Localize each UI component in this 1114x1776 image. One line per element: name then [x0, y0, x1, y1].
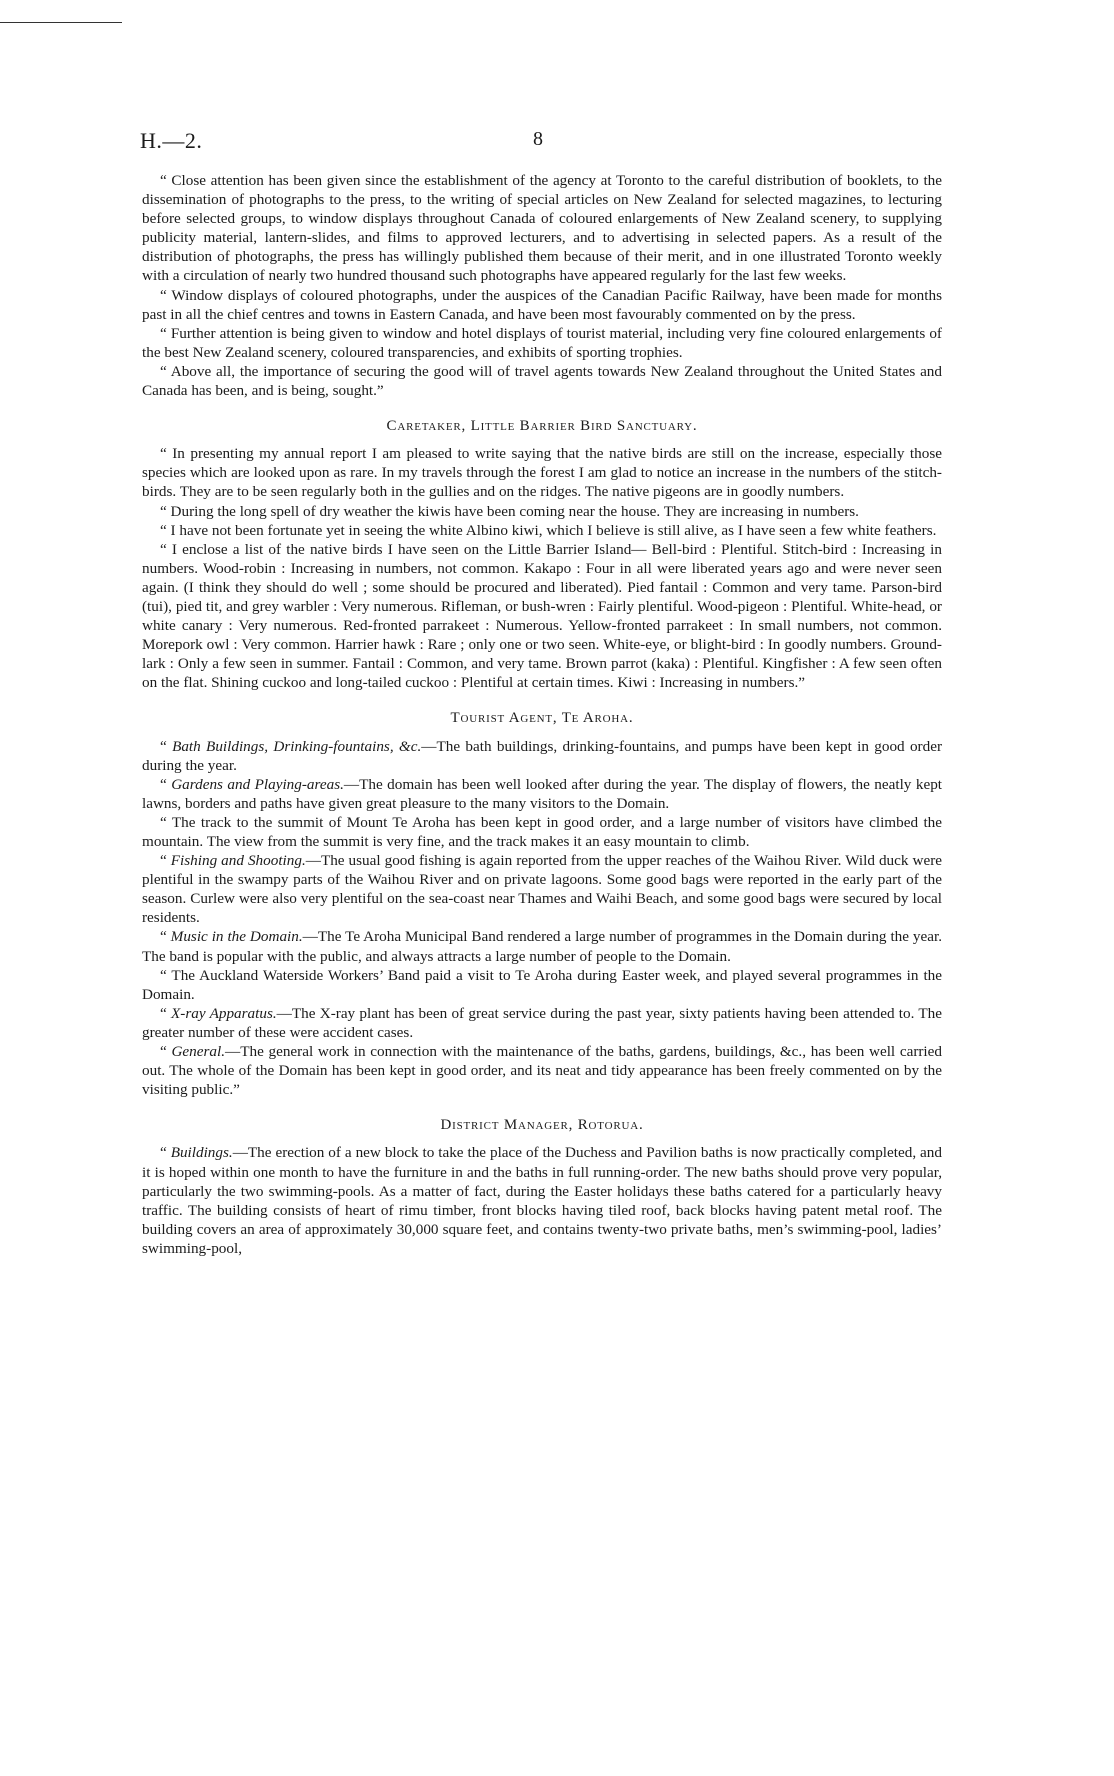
- paragraph-text: —The general work in connection with the maintenance of the baths, gardens, buildings, &c., has been well carried out. The whole of the Domain has been kept in good order, and its neat and tidy appearance has been freely commented on by the visiting public.”: [142, 1043, 942, 1099]
- paragraph-text: —The usual good fishing is again reported from the upper reaches of the Waihou River. Wild duck were plentiful in the swampy parts of the Waihou River and on private lagoons. Some good bags were reported in the early part of the season. Curlew were also very plentiful on the sea-coast near Thames and Waihi Beach, and some good bags were secured by local residents.: [142, 852, 942, 927]
- paragraph: “ X-ray Apparatus.—The X-ray plant has been of great service during the past year, sixty patients having been attended to. The greater number of these were accident cases.: [142, 1004, 943, 1041]
- paragraph: “ During the long spell of dry weather the kiwis have been coming near the house. They are increasing in numbers.: [160, 502, 859, 520]
- paragraph-lead: Fishing and Shooting.: [170, 852, 306, 870]
- paragraph: “ The Auckland Waterside Workers’ Band paid a visit to Te Aroha during Easter week, and played several programmes in the Domain.: [142, 966, 942, 1003]
- paragraph-lead: Buildings.: [170, 1144, 233, 1162]
- section-rotorua: [142, 1116, 942, 1258]
- paragraph-lead: Music in the Domain.: [170, 928, 303, 946]
- paragraph: “ Window displays of coloured photographs, under the auspices of the Canadian Pacific Railway, have been made for months past in all the chief centres and towns in Eastern Canada, and have been most favourably commented on by the press.: [142, 286, 942, 323]
- section-te-aroha: [142, 709, 942, 1099]
- paragraph: “ Above all, the importance of securing the good will of travel agents towards New Zealand throughout the United States and Canada has been, and is being, sought.”: [142, 362, 942, 400]
- paragraph: “ In presenting my annual report I am pleased to write saying that the native birds are still on the increase, especially those species which are looked upon as rare. In my travels through the forest I am glad to notice an increase in the numbers of the stitch-birds. They are to be seen regularly both in the gullies and on the ridges. The native pigeons are in goodly numbers.: [142, 445, 942, 501]
- paragraph: “ The track to the summit of Mount Te Aroha has been kept in good order, and a large number of visitors have climbed the mountain. The view from the summit is very fine, and the track makes it an easy mountain to climb.: [142, 813, 942, 850]
- paragraph-text: —The bath buildings, drinking-fountains, and pumps have been kept in good order during the year.: [142, 737, 942, 774]
- paragraph: “ I have not been fortunate yet in seeing the white Albino kiwi, which I believe is still alive, as I have seen a few white feathers.: [160, 521, 937, 539]
- paragraph-text: —The Te Aroha Municipal Band rendered a large number of programmes in the Domain during the year. The band is popular with the public, and always attracts a large number of people to the Domain.: [142, 928, 943, 965]
- paragraph: “ Music in the Domain.—The Te Aroha Municipal Band rendered a large number of programmes in the Domain during the year. The band is popular with the public, and always attracts a large number of people to the Domain.: [142, 928, 943, 965]
- document-reference: H.—2.: [140, 128, 203, 153]
- section-heading: District Manager, Rotorua.: [440, 1117, 644, 1134]
- page-number: 8: [533, 128, 543, 150]
- paragraph: “ General.—The general work in connection with the maintenance of the baths, gardens, buildings, &c., has been well carried out. The whole of the Domain has been kept in good order, and its neat and tidy appearance has been freely commented on by the visiting public.”: [142, 1043, 942, 1099]
- paragraph: “ Close attention has been given since the establishment of the agency at Toronto to the careful distribution of booklets, to the dissemination of photographs to the press, to the writing of special articles on New Zealand for selected magazines, to lecturing before selected groups, to window displays throughout Canada of coloured enlargements of New Zealand scenery, to supplying publicity material, lantern-slides, and films to approved lecturers, and to advertising in selected papers. As a result of the distribution of photographs, the press has willingly published them because of their merit, and in one illustrated Toronto weekly with a circulation of nearly two hundred thousand such photographs have appeared regularly for the last few weeks.: [142, 172, 942, 285]
- paragraph-text: —The domain has been well looked after during the year. The display of flowers, the neatly kept lawns, borders and paths have given great pleasure to the many visitors to the Domain.: [142, 775, 943, 812]
- paragraph-lead: Gardens and Playing-areas.: [171, 775, 344, 793]
- section-heading: Caretaker, Little Barrier Bird Sanctuary.: [386, 418, 698, 435]
- paragraph: “ Gardens and Playing-areas.—The domain has been well looked after during the year. The display of flowers, the neatly kept lawns, borders and paths have given great pleasure to the many visitors to the Domain.: [142, 775, 943, 812]
- paragraph: “ Buildings.—The erection of a new block to take the place of the Duchess and Pavilion baths is now practically completed, and it is hoped within one month to have the furniture in and the baths in full running-order. The new baths should prove very popular, particularly the two swimming-pools. As a matter of fact, during the Easter holidays these baths catered for a particularly heavy traffic. The building consists of heart of rimu timber, front blocks having tiled roof, back blocks having patent metal roof. The building covers an area of approximately 30,000 square feet, and contains twenty-two private baths, men’s swimming-pool, ladies’ swimming-pool,: [142, 1144, 942, 1257]
- paragraph: “ Bath Buildings, Drinking-fountains, &c.—The bath buildings, drinking-fountains, and pumps have been kept in good order during the year.: [142, 737, 942, 774]
- paragraph-lead: Bath Buildings, Drinking-fountains, &c.: [172, 737, 422, 755]
- page-body: [142, 171, 942, 1258]
- paragraph: “ I enclose a list of the native birds I have seen on the Little Barrier Island— Bell-bird : Plentiful. Stitch-bird : Increasing in numbers. Wood-robin : Increasing in numbers, not common. Kakapo : Four in all were liberated years ago and were never seen again. (I think they should do well ; some should be procured and liberated). Pied fantail : Common and very tame. Parson-bird (tui), pied tit, and grey warbler : Very numerous. Rifleman, or bush-wren : Fairly plentiful. Wood-pigeon : Plentiful. White-head, or white canary : Very numerous. Red-fronted parrakeet : Numerous. Yellow-fronted parrakeet : In small numbers, not common. Morepork owl : Very common. Harrier hawk : Rare ; only one or two seen. White-eye, or blight-bird : In goodly numbers. Ground-lark : Only a few seen in summer. Fantail : Common, and very tame. Brown parrot (kaka) : Plentiful. Kingfisher : A few seen often on the flat. Shining cuckoo and long-tailed cuckoo : Plentiful at certain times. Kiwi : Increasing in numbers.”: [142, 540, 942, 692]
- paragraph-lead: General.: [171, 1043, 226, 1061]
- paragraph: “ Further attention is being given to window and hotel displays of tourist material, including very fine coloured enlargements of the best New Zealand scenery, coloured transparencies, and exhibits of sporting trophies.: [142, 324, 942, 361]
- section-little-barrier: [142, 417, 942, 692]
- header-rule: [0, 22, 122, 23]
- paragraph-text: —The X-ray plant has been of great service during the past year, sixty patients having been attended to. The greater number of these were accident cases.: [142, 1004, 943, 1041]
- paragraph-text: —The erection of a new block to take the place of the Duchess and Pavilion baths is now practically completed, and it is hoped within one month to have the furniture in and the baths in full running-order. The new baths should prove very popular, particularly the two swimming-pools. As a matter of fact, during the Easter holidays these baths catered for a particularly heavy traffic. The building consists of heart of rimu timber, front blocks having tiled roof, back blocks having patent metal roof. The building covers an area of approximately 30,000 square feet, and contains twenty-two private baths, men’s swimming-pool, ladies’ swimming-pool,: [142, 1144, 942, 1257]
- paragraph: “ Fishing and Shooting.—The usual good fishing is again reported from the upper reaches of the Waihou River. Wild duck were plentiful in the swampy parts of the Waihou River and on private lagoons. Some good bags were reported in the early part of the season. Curlew were also very plentiful on the sea-coast near Thames and Waihi Beach, and some good bags were secured by local residents.: [142, 852, 942, 927]
- paragraph-lead: X-ray Apparatus.: [171, 1004, 277, 1022]
- section-heading: Tourist Agent, Te Aroha.: [450, 710, 634, 727]
- section-toronto: [142, 171, 942, 400]
